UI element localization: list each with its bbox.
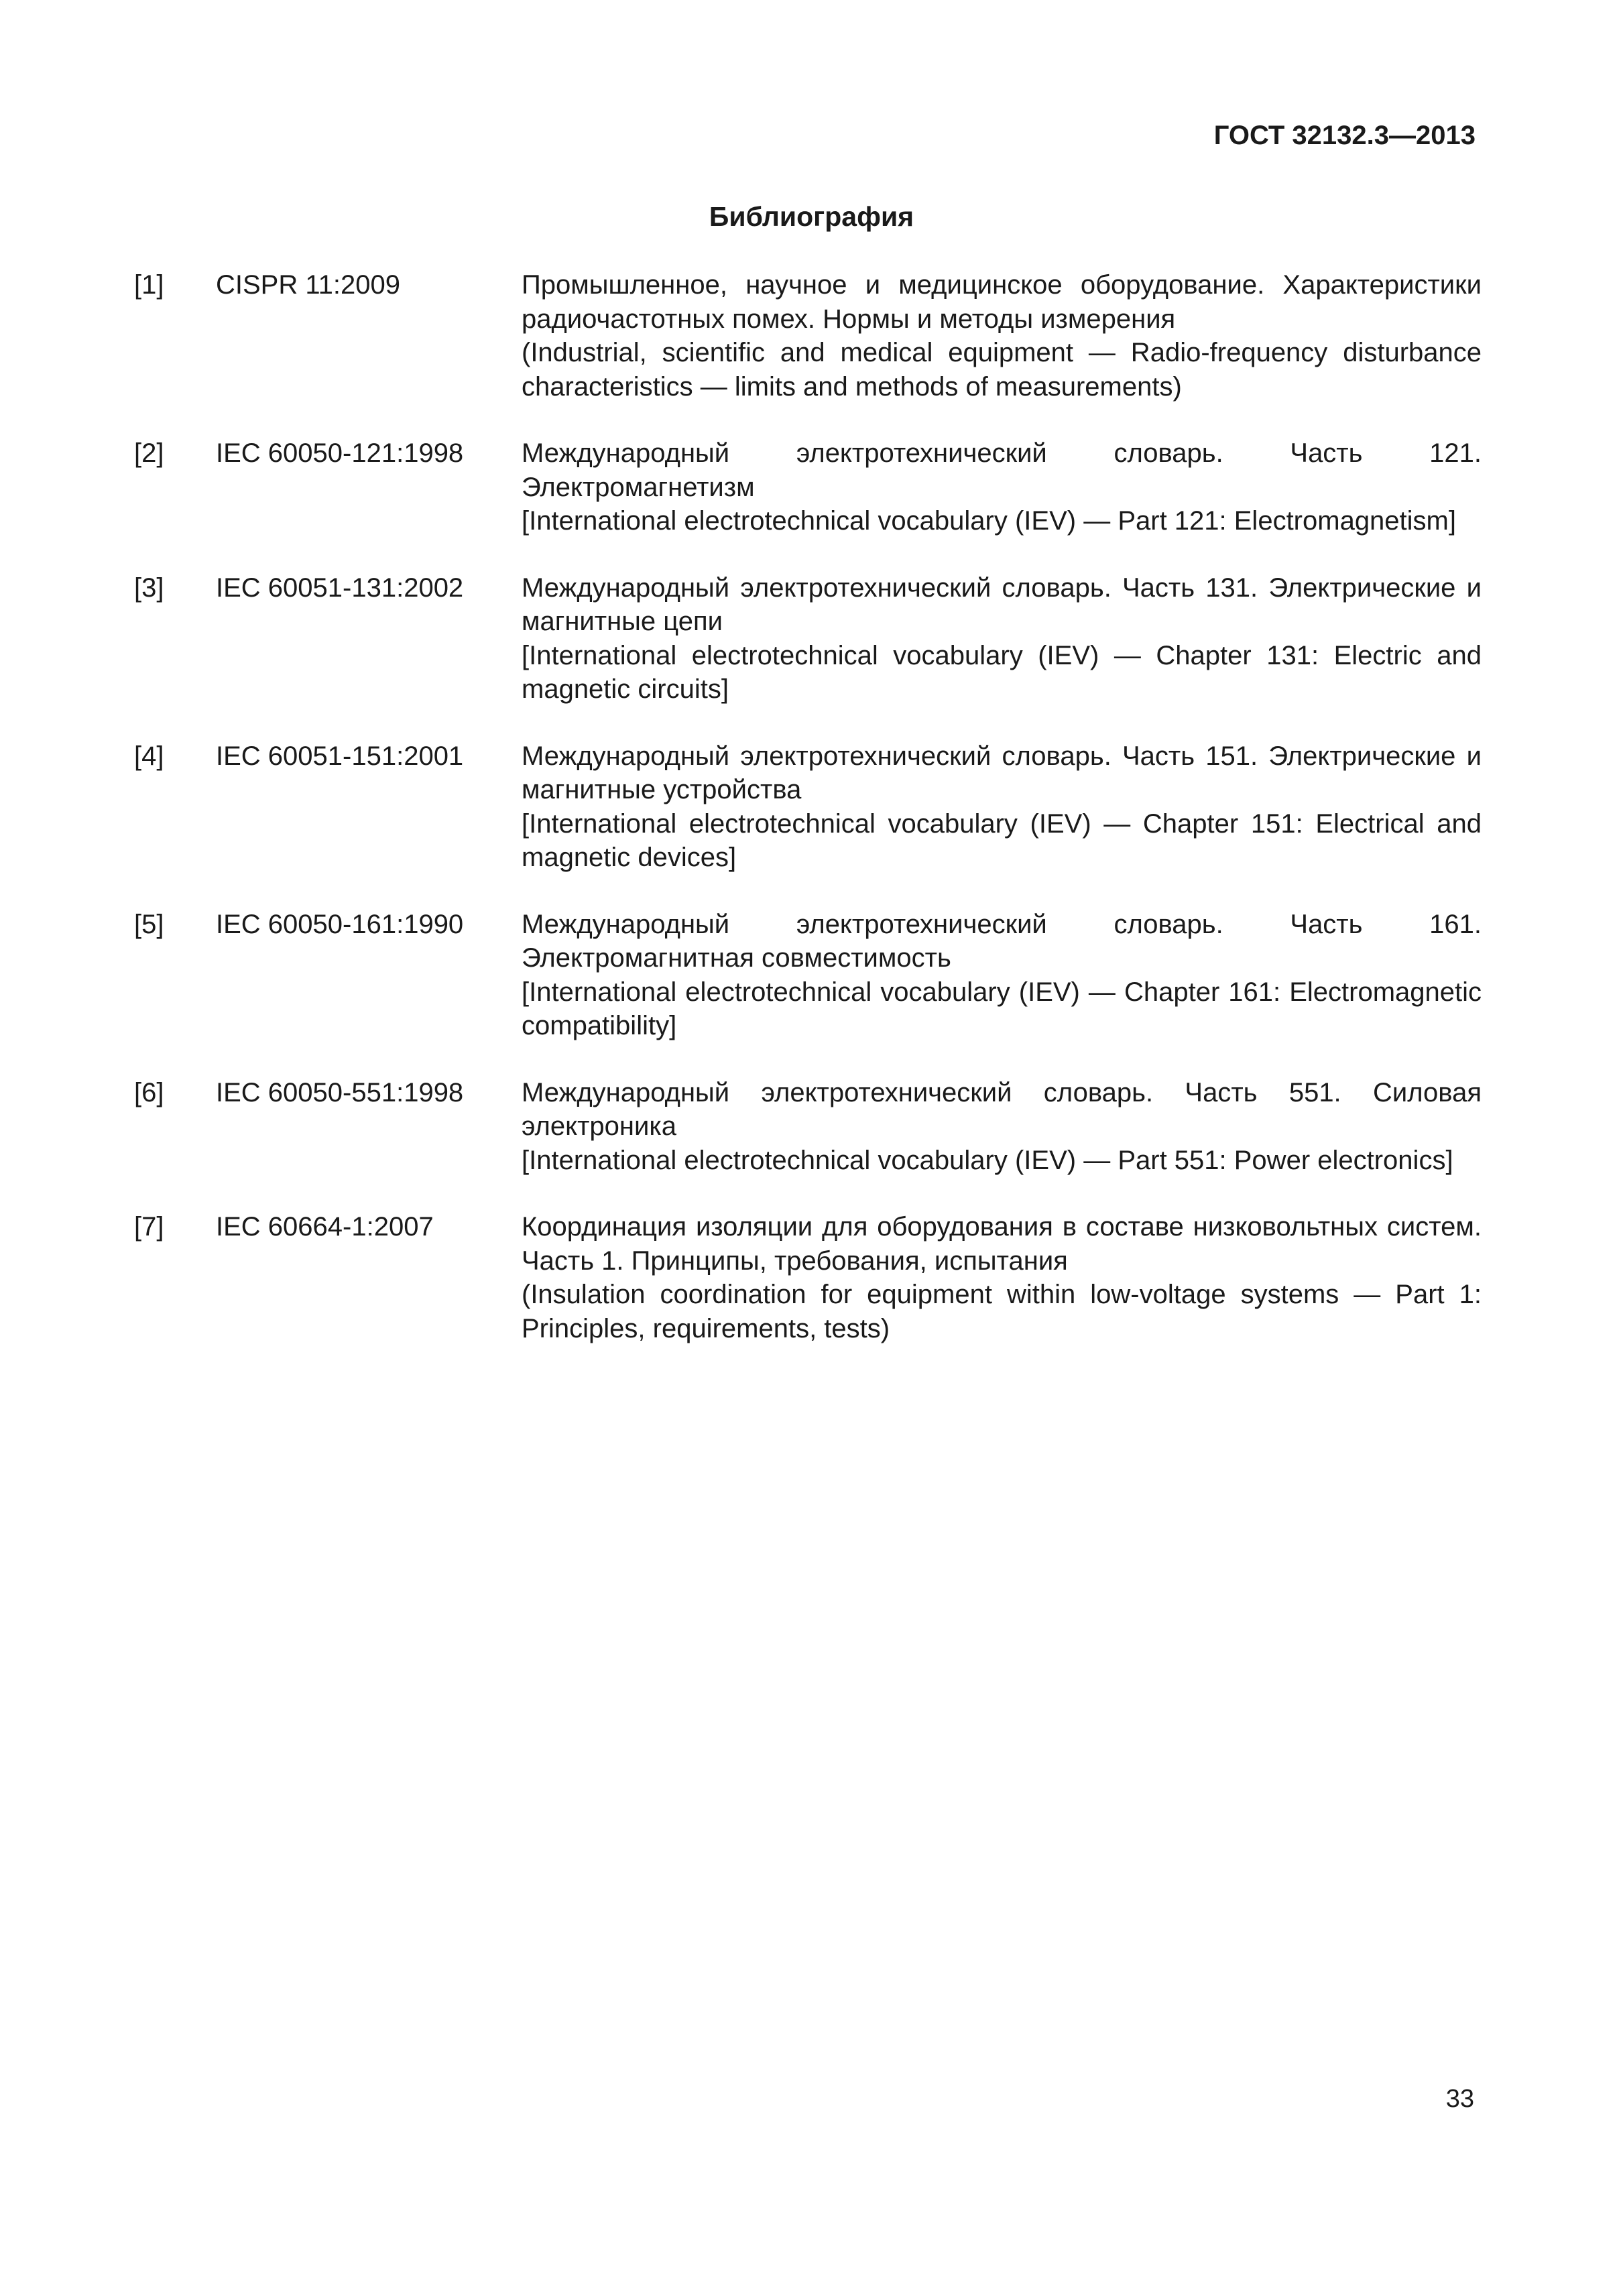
- section-title: Библиография: [709, 201, 914, 232]
- bibliography-entry-4: [134, 739, 1482, 875]
- entry-standard-code: IEC 60050-551:1998: [216, 1077, 464, 1107]
- entry-title-en: [International electrotechnical vocabulary (IEV) — Part 121: Electromagnetism]: [522, 506, 1456, 536]
- document-id-header: ГОСТ 32132.3—2013: [1213, 121, 1476, 150]
- entry-standard-code: IEC 60050-161:1990: [216, 909, 464, 939]
- entry-standard-code: IEC 60051-131:2002: [216, 572, 464, 603]
- page-number: 33: [1445, 2085, 1474, 2113]
- entry-standard-code: IEC 60051-151:2001: [216, 741, 464, 771]
- bibliography-entry-2: [134, 436, 1482, 538]
- entry-title-en: (Industrial, scientific and medical equipment — Radio-frequency disturbance characteristics — limits and methods of measurements): [522, 338, 1482, 402]
- entry-title-en: [International electrotechnical vocabulary (IEV) — Chapter 151: Electrical and magnetic devices]: [522, 808, 1482, 872]
- entry-description: [522, 268, 1482, 404]
- entry-title-ru: Координация изоляции для оборудования в составе низковольтных систем. Часть 1. Принципы, требования, испытания: [522, 1212, 1482, 1276]
- bibliography-entry-7: [134, 1210, 1482, 1345]
- entry-description: [522, 571, 1482, 707]
- entry-number: [4]: [134, 741, 164, 771]
- bibliography-entry-6: [134, 1076, 1482, 1178]
- entry-title-ru: Международный электротехнический словарь. Часть 551. Силовая электроника: [522, 1077, 1482, 1141]
- bibliography-list: [134, 268, 1482, 1378]
- bibliography-entry-5: [134, 908, 1482, 1043]
- entry-description: [522, 1076, 1482, 1178]
- bibliography-entry-3: [134, 571, 1482, 707]
- entry-standard-code: IEC 60050-121:1998: [216, 438, 464, 468]
- entry-number: [5]: [134, 909, 164, 939]
- entry-number: [2]: [134, 438, 164, 468]
- entry-number: [7]: [134, 1212, 164, 1242]
- bibliography-entry-1: [134, 268, 1482, 404]
- entry-standard-code: CISPR 11:2009: [216, 270, 400, 300]
- entry-title-ru: Международный электротехнический словарь. Часть 151. Электрические и магнитные устройства: [522, 741, 1482, 804]
- entry-title-ru: Международный электротехнический словарь. Часть 131. Электрические и магнитные цепи: [522, 572, 1482, 636]
- entry-description: [522, 1210, 1482, 1345]
- entry-title-en: [International electrotechnical vocabulary (IEV) — Part 551: Power electronics]: [522, 1145, 1453, 1175]
- entry-title-ru: Промышленное, научное и медицинское оборудование. Характеристики радиочастотных помех. Нормы и методы измерения: [522, 270, 1482, 334]
- entry-description: [522, 739, 1482, 875]
- entry-number: [3]: [134, 572, 164, 603]
- entry-standard-code: IEC 60664-1:2007: [216, 1212, 434, 1242]
- entry-description: [522, 436, 1482, 538]
- entry-title-ru: Международный электротехнический словарь. Часть 161. Электромагнитная совместимость: [522, 909, 1482, 973]
- entry-title-en: [International electrotechnical vocabulary (IEV) — Chapter 131: Electric and magnetic circuits]: [522, 640, 1482, 704]
- entry-title-ru: Международный электротехнический словарь. Часть 121. Электромагнетизм: [522, 438, 1482, 502]
- entry-title-en: (Insulation coordination for equipment within low-voltage systems — Part 1: Principles, requirements, tests): [522, 1280, 1482, 1343]
- entry-title-en: [International electrotechnical vocabulary (IEV) — Chapter 161: Electromagnetic compatibility]: [522, 977, 1482, 1040]
- entry-description: [522, 908, 1482, 1043]
- entry-number: [6]: [134, 1077, 164, 1107]
- entry-number: [1]: [134, 270, 164, 300]
